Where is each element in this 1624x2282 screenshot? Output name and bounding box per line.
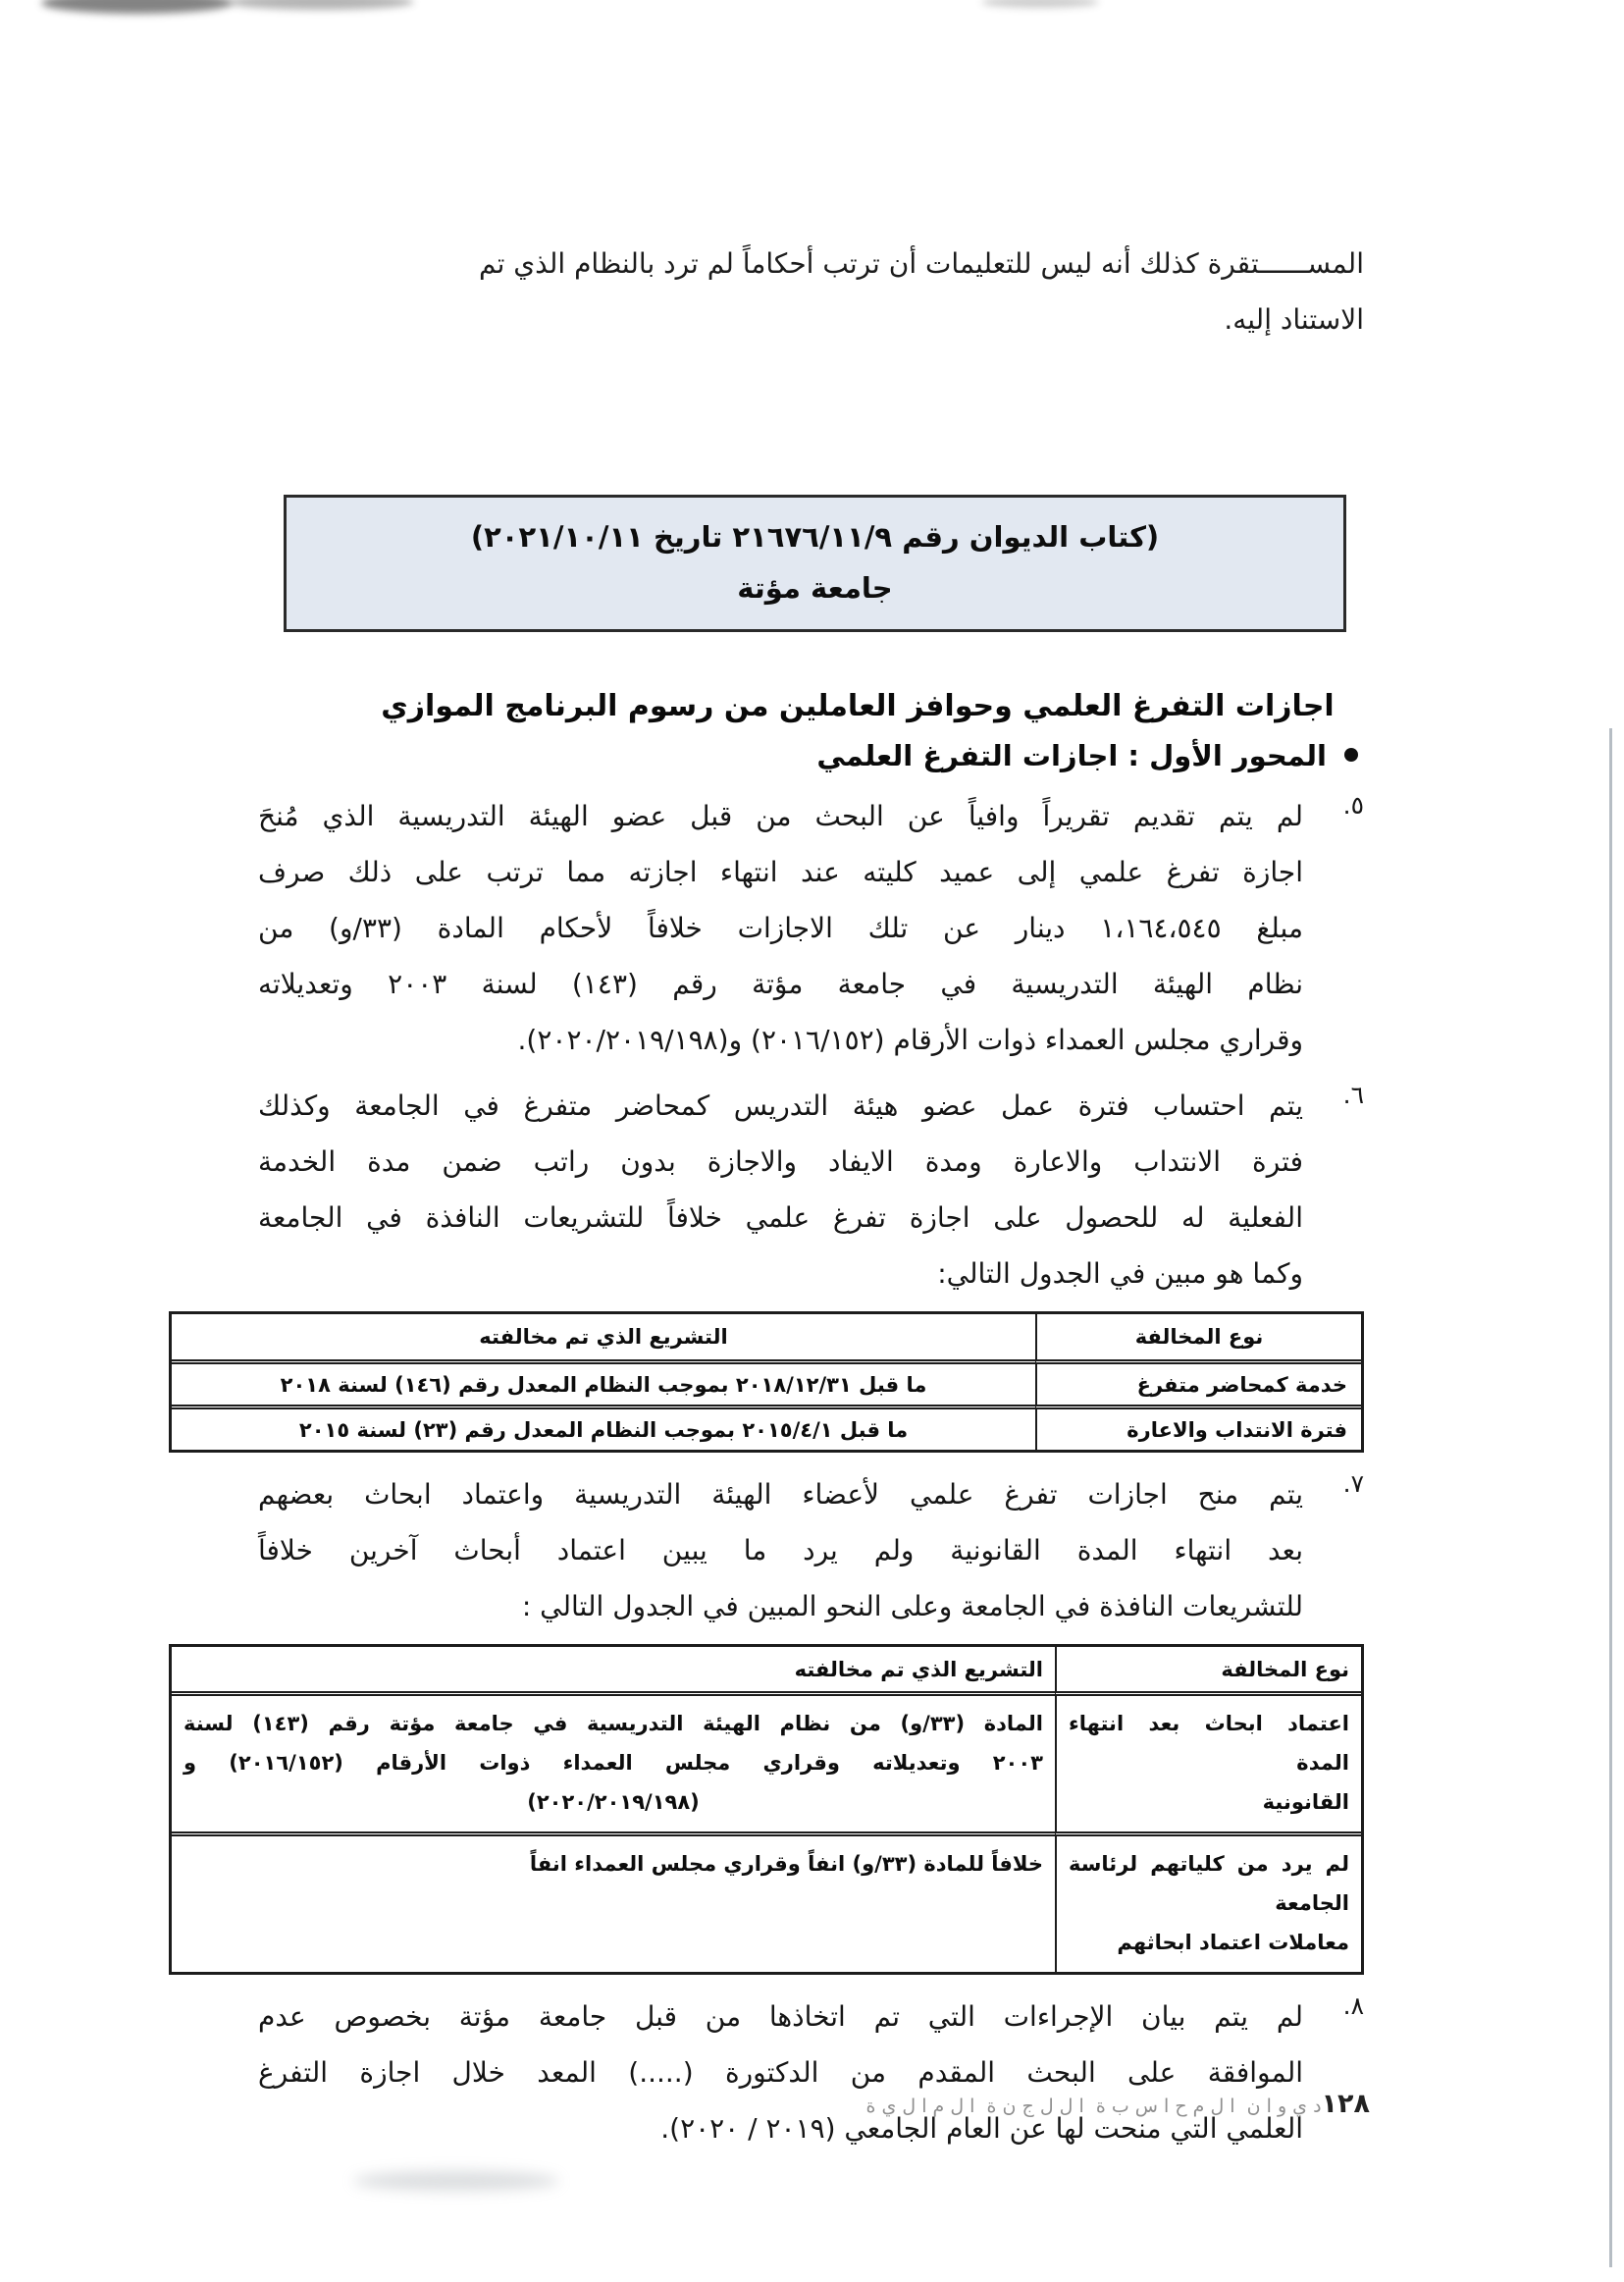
text-line: مبلغ ١،١٦٤،٥٤٥ دينار عن تلك الاجازات خلافاً لأحكام المادة (٣٣/و) من: [258, 912, 1304, 944]
table-header-legislation: التشريع الذي تم مخالفته: [794, 1657, 1043, 1681]
section-title: اجازات التفرغ العلمي وحوافز العاملين من رسوم البرنامج الموازي: [381, 689, 1335, 723]
axis-heading-label: المحور الأول : اجازات التفرغ العلمي: [816, 739, 1327, 772]
text-line: القانونية: [1262, 1790, 1349, 1814]
text-line: لم يتم تقديم تقريراً وافياً عن البحث من قبل عضو الهيئة التدريسية الذي مُنحَ: [258, 800, 1303, 832]
item-text: [258, 1078, 1303, 1301]
item-text: [258, 1466, 1303, 1634]
text-line: وكما هو مبين في الجدول التالي:: [937, 1257, 1303, 1290]
text-line: لم يرد من كلياتهم لرئاسة الجامعة: [1069, 1852, 1349, 1915]
item-text: [258, 788, 1303, 1068]
table-header-legislation: التشريع الذي تم مخالفته: [479, 1325, 728, 1349]
table-cell-violation-type: خدمة كمحاضر متفرغ: [1035, 1359, 1361, 1405]
table-cell-legislation: [172, 1691, 1055, 1831]
text-line: ٢٠٠٣ وتعديلاته وقراري مجلس العمداء ذوات الأرقام (٢٠١٦/١٥٢) و: [183, 1751, 1043, 1775]
axis-heading: [258, 739, 1364, 772]
finding-item-6: [258, 1078, 1364, 1301]
text-line: الموافقة على البحث المقدم من الدكتورة (.....) المعد خلال اجازة التفرغ: [258, 2056, 1303, 2089]
text-line: العلمي التي منحت لها عن العام الجامعي (٢٠١٩ / ٢٠٢٠).: [660, 2112, 1303, 2145]
finding-item-5: [258, 788, 1364, 1068]
intro-paragraph: [258, 236, 1364, 347]
footer-entity-label: د ي و ا ن ا ل م ح ا س ب ة ا ل ل ج ن ة ا ل م ا ل ي ة: [865, 2096, 1322, 2117]
text-line: نظام الهيئة التدريسية في جامعة مؤتة رقم (١٤٣) لسنة ٢٠٠٣ وتعديلاته: [258, 968, 1303, 1000]
letter-reference-number: (كتاب الديوان رقم ٢١٦٧٦/١١/٩ تاريخ ٢٠٢١/١٠/١١): [470, 520, 1160, 554]
text-line: المادة (٣٣/و) من نظام الهيئة التدريسية في جامعة مؤتة رقم (١٤٣) لسنة: [183, 1712, 1043, 1735]
table-header-violation-type: نوع المخالفة: [1035, 1314, 1361, 1359]
text-line: بعد انتهاء المدة القانونية ولم يرد ما يبين اعتماد أبحاث آخرين خلافاً: [258, 1534, 1303, 1566]
violations-table-2: [169, 1644, 1364, 1975]
item-number: ٧.: [1342, 1469, 1364, 1498]
text-line: (٢٠٢٠/٢٠١٩/١٩٨): [527, 1790, 700, 1814]
table-cell-legislation: ما قبل ٢٠١٨/١٢/٣١ بموجب النظام المعدل رقم (١٤٦) لسنة ٢٠١٨: [172, 1359, 1035, 1405]
text-line: اعتماد ابحاث بعد انتهاء المدة: [1069, 1712, 1349, 1775]
text-line: الاستناد إليه.: [1224, 303, 1364, 336]
letter-reference-box: [284, 495, 1346, 632]
table-cell-violation-type: [1055, 1691, 1361, 1831]
text-line: اجازة تفرغ علمي إلى عميد كليته عند انتهاء اجازته مما ترتب على ذلك صرف: [258, 856, 1303, 888]
table-cell-violation-type: [1055, 1831, 1361, 1972]
table-header-violation-type: نوع المخالفة: [1055, 1647, 1361, 1691]
text-line: فترة الانتداب والاعارة ومدة الايفاد والاجازة بدون راتب ضمن مدة الخدمة: [258, 1145, 1303, 1178]
text-line: الفعلية له للحصول على اجازة تفرغ علمي خلافاً للتشريعات النافذة في الجامعة: [258, 1201, 1303, 1234]
page-footer: [862, 2089, 1370, 2119]
text-line: معاملات اعتماد ابحاثهم: [1117, 1931, 1349, 1954]
item-number: ٨.: [1342, 1991, 1364, 2020]
text-line: للتشريعات النافذة في الجامعة وعلى النحو المبين في الجدول التالي :: [521, 1590, 1303, 1622]
table-cell-violation-type: فترة الانتداب والاعارة: [1035, 1405, 1361, 1450]
page-content: [62, 0, 1624, 2156]
table-cell-legislation: [172, 1831, 1055, 1972]
finding-item-7: [258, 1466, 1364, 1634]
scan-artifact-bottom: [353, 2171, 559, 2191]
text-line: يتم احتساب فترة عمل عضو هيئة التدريس كمحاضر متفرغ في الجامعة وكذلك: [258, 1089, 1303, 1122]
bullet-icon: [1344, 748, 1358, 762]
text-line: خلافاً للمادة (٣٣/و) انفاً وقراري مجلس العمداء انفاً: [529, 1852, 1043, 1876]
text-line: وقراري مجلس العمداء ذوات الأرقام (٢٠١٦/١٥٢) و(٢٠٢٠/٢٠١٩/١٩٨).: [517, 1024, 1303, 1056]
text-line: يتم منح اجازات تفرغ علمي لأعضاء الهيئة التدريسية واعتماد ابحاث بعضهم: [258, 1478, 1303, 1511]
text-line: لم يتم بيان الإجراءات التي تم اتخاذها من قبل جامعة مؤتة بخصوص عدم: [258, 2000, 1303, 2033]
item-number: ٥.: [1342, 791, 1364, 820]
page-number: ١٢٨: [1321, 2089, 1370, 2119]
item-text: [258, 1989, 1303, 2156]
table-cell-legislation: ما قبل ٢٠١٥/٤/١ بموجب النظام المعدل رقم (٢٣) لسنة ٢٠١٥: [172, 1405, 1035, 1450]
item-number: ٦.: [1342, 1081, 1364, 1109]
finding-item-8: [258, 1989, 1364, 2156]
findings-list: [183, 788, 1364, 2156]
violations-table-1: [169, 1311, 1364, 1453]
text-line: المســــــتقرة كذلك أنه ليس للتعليمات أن ترتب أحكاماً لم ترد بالنظام الذي تم: [478, 247, 1364, 280]
university-name: جامعة مؤتة: [737, 571, 893, 605]
